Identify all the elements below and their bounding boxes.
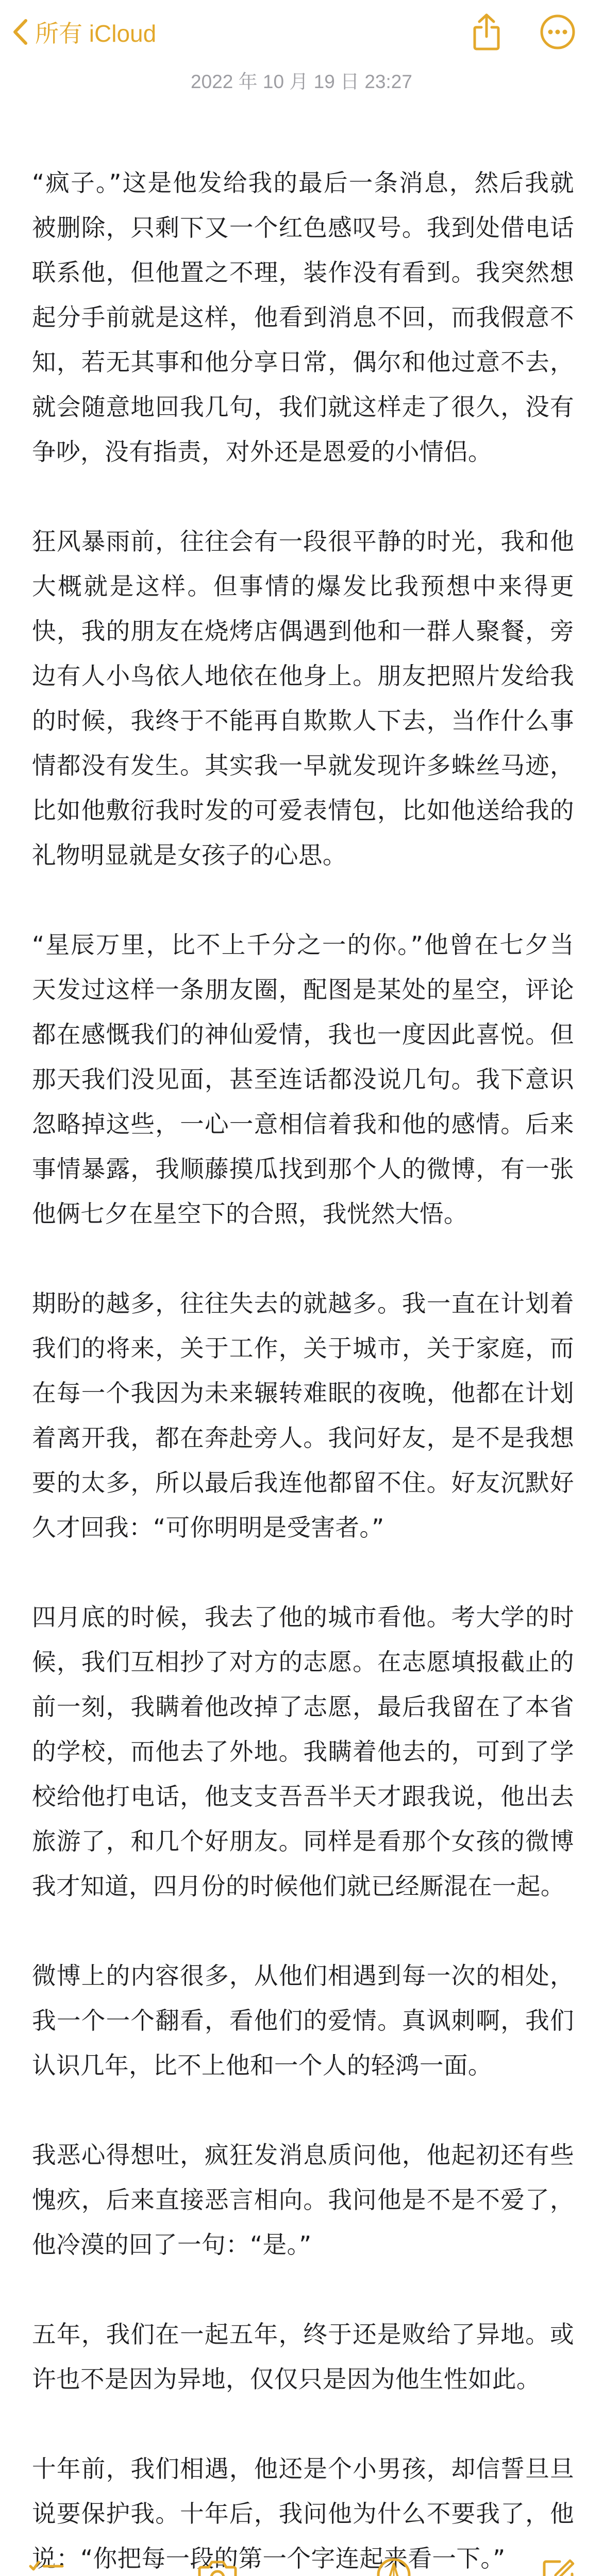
share-button[interactable] (464, 9, 509, 55)
more-button[interactable] (535, 9, 580, 55)
markup-icon (376, 2557, 411, 2576)
note-date: 2022 年 10 月 19 日 23:27 (191, 71, 412, 92)
note-paragraph: 五年，我们在一起五年，终于还是败给了异地。或许也不是因为异地，仅仅只是因为他生性如此。 (32, 2320, 574, 2393)
note-paragraph: 期盼的越多，往往失去的就越多。我一直在计划着我们的将来，关于工作，关于城市，关于家庭，而在每一个我因为未来辗转难眠的夜晚，他都在计划着离开我，都在奔赴旁人。我问好友，是不是我想要的太多，所以最后我连他都留不住。好友沉默好久才回我：“可你明明是受害者。” (32, 1290, 574, 1541)
bottom-toolbar (0, 2540, 603, 2576)
note-body[interactable] (32, 161, 574, 2576)
note-paragraph: “疯子。”这是他发给我的最后一条消息，然后我就被删除，只剩下又一个红色感叹号。我到处借电话联系他，但他置之不理，装作没有看到。我突然想起分手前就是这样，他看到消息不回，而我假意不知，若无其事和他分享日常，偶尔和他过意不去，就会随意地回我几句，我们就这样走了很久，没有争吵，没有指责，对外还是恩爱的小情侣。 (32, 169, 574, 466)
note-paragraph: 微博上的内容很多，从他们相遇到每一次的相处，我一个一个翻看，看他们的爱情。真讽刺啊，我们认识几年，比不上他和一个人的轻鸿一面。 (32, 1962, 574, 2079)
checklist-button[interactable] (22, 2550, 71, 2576)
note-paragraph: 十年前，我们相遇，他还是个小男孩，却信誓旦旦说要保护我。十年后，我问他为什么不要我了，他说：“你把每一段的第一个字连起来看一下。” (32, 2455, 574, 2572)
note-paragraph: 狂风暴雨前，往往会有一段很平静的时光，我和他大概就是这样。但事情的爆发比我预想中来得更快，我的朋友在烧烤店偶遇到他和一群人聚餐，旁边有人小鸟依人地依在他身上。朋友把照片发给我的时候，我终于不能再自欺欺人下去，当作什么事情都没有发生。其实我一早就发现许多蛛丝马迹，比如他敷衍我时发的可爱表情包，比如他送给我的礼物明显就是女孩子的心思。 (32, 528, 574, 869)
chevron-left-icon (12, 19, 28, 45)
share-icon (472, 13, 501, 51)
compose-icon (541, 2557, 576, 2576)
back-button[interactable] (12, 11, 156, 53)
nav-bar (0, 0, 603, 67)
back-label: 所有 iCloud (35, 20, 157, 47)
camera-button[interactable] (193, 2550, 242, 2576)
camera-icon (197, 2559, 238, 2576)
checklist-icon (28, 2559, 64, 2576)
more-icon (539, 13, 576, 50)
note-paragraph: 四月底的时候，我去了他的城市看他。考大学的时候，我们互相抄了对方的志愿。在志愿填报截止的前一刻，我瞒着他改掉了志愿，最后我留在了本省的学校，而他去了外地。我瞒着他去的，可到了学校给他打电话，他支支吾吾半天才跟我说，他出去旅游了，和几个好朋友。同样是看那个女孩的微博我才知道，四月份的时候他们就已经厮混在一起。 (32, 1603, 574, 1900)
compose-button[interactable] (534, 2550, 583, 2576)
note-paragraph: “星辰万里，比不上千分之一的你。”他曾在七夕当天发过这样一条朋友圈，配图是某处的星空，评论都在感慨我们的神仙爱情，我也一度因此喜悦。但那天我们没见面，甚至连话都没说几句。我下意识忽略掉这些，一心一意相信着我和他的感情。后来事情暴露，我顺藤摸瓜找到那个人的微博，有一张他俩七夕在星空下的合照，我恍然大悟。 (32, 931, 574, 1228)
markup-button[interactable] (369, 2550, 418, 2576)
note-paragraph: 我恶心得想吐，疯狂发消息质问他，他起初还有些愧疚，后来直接恶言相向。我问他是不是不爱了，他冷漠的回了一句：“是。” (32, 2141, 574, 2259)
